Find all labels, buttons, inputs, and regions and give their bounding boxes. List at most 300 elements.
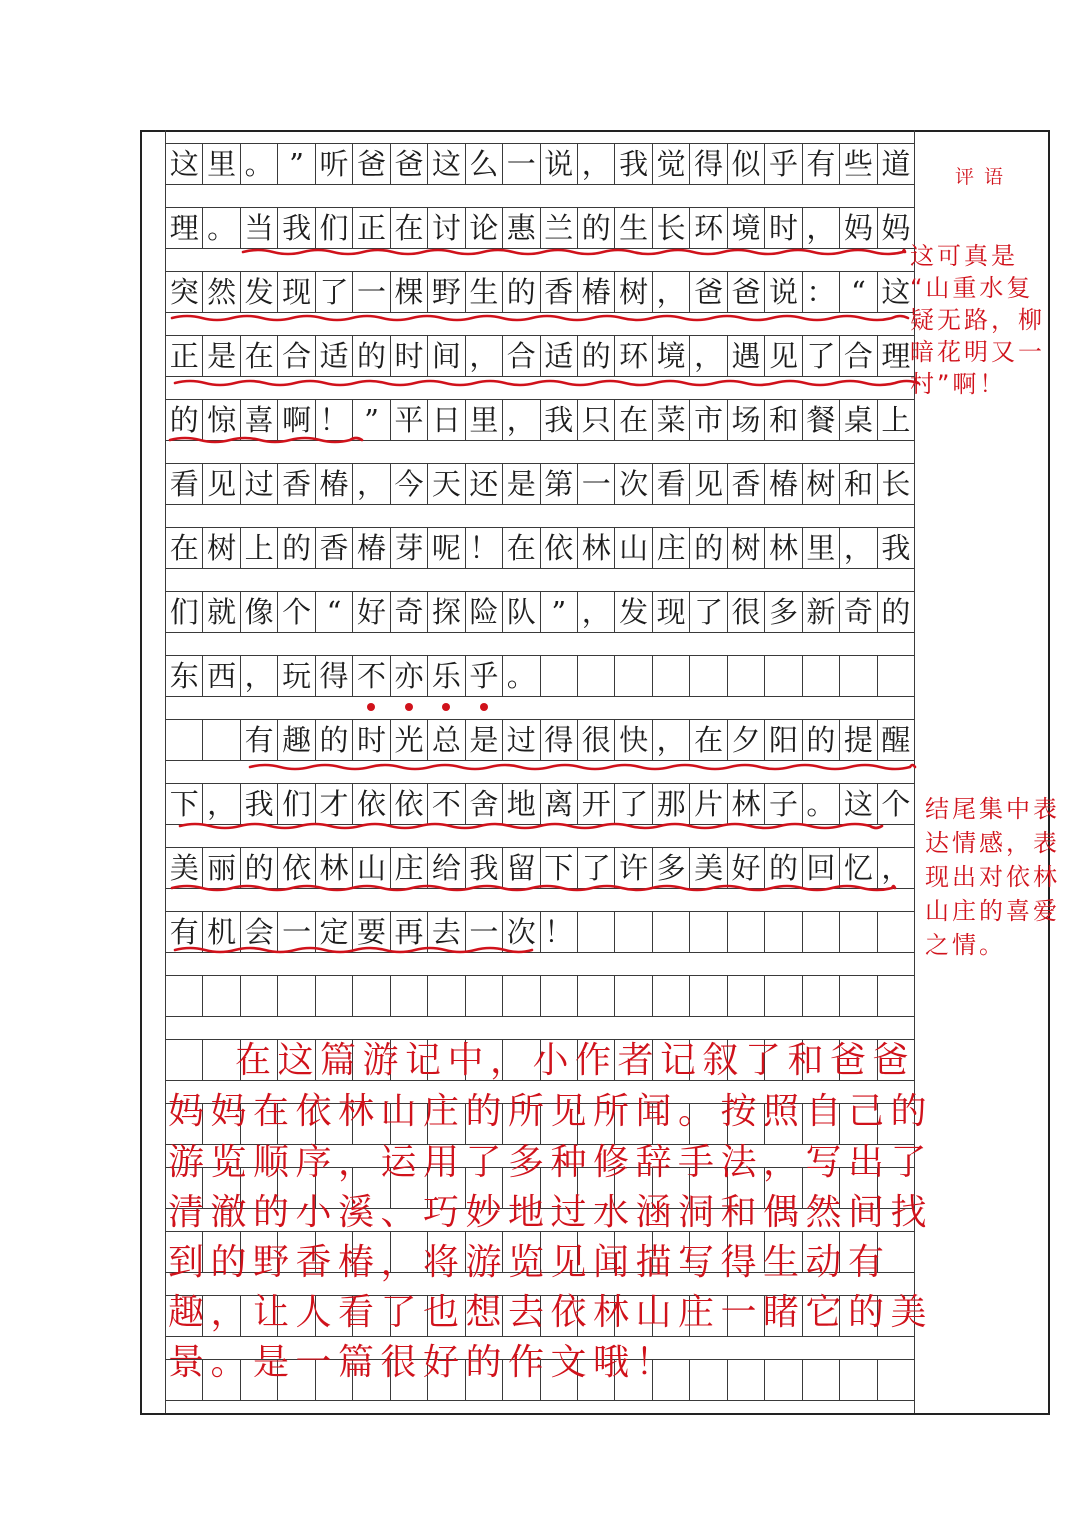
grid-cell (391, 1232, 428, 1272)
grid-cell: 的 (241, 848, 278, 888)
grid-cell: 的 (316, 720, 353, 760)
grid-cell (541, 1104, 578, 1144)
grid-cell (203, 1104, 240, 1144)
grid-cell: 山 (615, 528, 652, 568)
grid-cell (466, 1360, 503, 1400)
grid-cell: 天 (428, 464, 465, 504)
grid-cell: 还 (466, 464, 503, 504)
summary-comment-line: 到的野香椿，将游览见闻描写得生动有 (168, 1242, 891, 1283)
grid-cell (840, 1040, 877, 1080)
grid-cell: 像 (241, 592, 278, 632)
grid-cell (391, 1360, 428, 1400)
grid-cell (466, 1232, 503, 1272)
grid-cell: 发 (615, 592, 652, 632)
grid-cell: 舍 (466, 784, 503, 824)
grid-cell: ， (840, 528, 877, 568)
grid-cell (653, 1040, 690, 1080)
grid-cell (541, 1296, 578, 1336)
grid-cell (578, 912, 615, 952)
grid-cell: 下 (166, 784, 203, 824)
grid-cell: 爸 (728, 272, 765, 312)
grid-cell: 惠 (503, 208, 540, 248)
grid-cell: 场 (728, 400, 765, 440)
grid-cell: 们 (166, 592, 203, 632)
grid-cell (391, 1040, 428, 1080)
grid-cell: 的 (765, 848, 802, 888)
grid-cell: 爸 (690, 272, 727, 312)
grid-cell: 呢 (428, 528, 465, 568)
grid-cell: 合 (278, 336, 315, 376)
grid-cell: 在 (391, 208, 428, 248)
grid-cell: 理 (166, 208, 203, 248)
grid-cell (653, 656, 690, 696)
grid-cell (316, 976, 353, 1016)
grid-cell: 看 (166, 464, 203, 504)
grid-cell: 环 (615, 336, 652, 376)
grid-cell: 遇 (728, 336, 765, 376)
grid-row (166, 1103, 914, 1145)
grid-cell (353, 1104, 390, 1144)
grid-cell: 们 (316, 208, 353, 248)
grid-cell (241, 1040, 278, 1080)
grid-cell (428, 1168, 465, 1208)
summary-comment-line: 清澈的小溪、巧妙地过水涵洞和偶然间找 (168, 1192, 934, 1233)
grid-cell (803, 1168, 840, 1208)
grid-cell: 奇 (840, 592, 877, 632)
grid-cell: 开 (578, 784, 615, 824)
grid-row (166, 975, 914, 1017)
grid-cell (878, 1232, 914, 1272)
grid-cell: 在 (241, 336, 278, 376)
grid-cell (615, 656, 652, 696)
grid-cell: ” (278, 144, 315, 184)
grid-cell: 这 (166, 144, 203, 184)
grid-cell: 说 (765, 272, 802, 312)
grid-cell: 椿 (353, 528, 390, 568)
grid-cell: 乎 (466, 656, 503, 696)
grid-cell (503, 1232, 540, 1272)
grid-cell: 地 (503, 784, 540, 824)
grid-cell: 讨 (428, 208, 465, 248)
grid-cell (278, 1296, 315, 1336)
grid-cell (728, 1232, 765, 1272)
grid-cell (353, 1232, 390, 1272)
grid-cell: 说 (541, 144, 578, 184)
grid-cell: 觉 (653, 144, 690, 184)
grid-cell: 爸 (391, 144, 428, 184)
grid-cell: 似 (728, 144, 765, 184)
grid-cell (803, 1232, 840, 1272)
grid-cell (728, 1040, 765, 1080)
grid-cell: 得 (541, 720, 578, 760)
grid-cell (316, 1232, 353, 1272)
grid-row (166, 783, 914, 825)
grid-cell: 在 (690, 720, 727, 760)
grid-cell: 些 (840, 144, 877, 184)
grid-cell (878, 1168, 914, 1208)
grid-cell (316, 1040, 353, 1080)
grid-cell: 依 (278, 848, 315, 888)
grid-cell: 个 (881, 787, 911, 821)
grid-cell (653, 1296, 690, 1336)
summary-comment-line: 趣，让人看了也想去依林山庄一睹它的美 (168, 1292, 934, 1333)
grid-cell: 长 (653, 208, 690, 248)
grid-cell: 菜 (653, 400, 690, 440)
grid-cell: 和 (840, 464, 877, 504)
grid-cell (316, 1360, 353, 1400)
grid-cell: ， (578, 144, 615, 184)
grid-cell: 香 (541, 272, 578, 312)
grid-cell: 时 (353, 720, 390, 760)
grid-cell: 光 (391, 720, 428, 760)
grid-cell: 山 (353, 848, 390, 888)
grid-cell (466, 1104, 503, 1144)
grid-cell (503, 1040, 540, 1080)
grid-cell (615, 1104, 652, 1144)
grid-cell: 我 (241, 784, 278, 824)
grid-cell (653, 976, 690, 1016)
grid-cell: 得 (316, 656, 353, 696)
grid-cell: 了 (690, 592, 727, 632)
grid-cell: 西 (203, 656, 240, 696)
grid-cell: 的 (353, 336, 390, 376)
grid-cell: 探 (428, 592, 465, 632)
grid-cell: 我 (615, 144, 652, 184)
grid-cell: 阳 (765, 720, 802, 760)
grid-cell: 树 (615, 272, 652, 312)
grid-cell: 桌 (840, 400, 877, 440)
grid-cell (203, 1360, 240, 1400)
summary-comment-line: 在这篇游记中，小作者记叙了和爸爸 (235, 1040, 916, 1081)
grid-cell: 我 (466, 848, 503, 888)
grid-cell: 玩 (278, 656, 315, 696)
grid-cell (578, 656, 615, 696)
side-comment-ending (925, 792, 1060, 962)
grid-cell: ： (803, 272, 840, 312)
grid-cell: 适 (316, 336, 353, 376)
grid-cell: 不 (353, 656, 390, 696)
grid-row (166, 1039, 914, 1081)
grid-cell: 我 (881, 531, 911, 565)
grid-cell (241, 1232, 278, 1272)
grid-cell: 这 (840, 784, 877, 824)
grid-cell (653, 912, 690, 952)
grid-cell: 要 (353, 912, 390, 952)
grid-cell: 上 (241, 528, 278, 568)
grid-cell: 椿 (578, 272, 615, 312)
grid-cell: 美 (166, 848, 203, 888)
grid-cell (466, 976, 503, 1016)
grid-cell (690, 1040, 727, 1080)
grid-cell: 境 (653, 336, 690, 376)
grid-cell: 多 (765, 592, 802, 632)
grid-row (166, 847, 914, 889)
grid-cell: 惊 (203, 400, 240, 440)
grid-cell (728, 1168, 765, 1208)
grid-cell (653, 1104, 690, 1144)
grid-cell: 们 (278, 784, 315, 824)
grid-cell: ， (353, 464, 390, 504)
grid-cell (353, 1360, 390, 1400)
grid-cell: 回 (803, 848, 840, 888)
grid-cell: 得 (690, 144, 727, 184)
grid-cell (391, 1296, 428, 1336)
grid-cell (203, 1168, 240, 1208)
grid-cell: 香 (278, 464, 315, 504)
grid-cell: 突 (166, 272, 203, 312)
grid-cell (878, 912, 914, 952)
grid-cell (166, 1360, 203, 1400)
grid-cell: 美 (690, 848, 727, 888)
grid-cell (578, 1168, 615, 1208)
grid-cell (653, 1168, 690, 1208)
grid-cell (615, 912, 652, 952)
grid-row (166, 911, 914, 953)
grid-cell (166, 1232, 203, 1272)
grid-cell (803, 1296, 840, 1336)
grid-cell: 去 (428, 912, 465, 952)
grid-cell (428, 976, 465, 1016)
grid-cell: 日 (428, 400, 465, 440)
grid-cell: 理 (881, 339, 911, 373)
grid-cell: 个 (278, 592, 315, 632)
grid-cell (166, 1040, 203, 1080)
grid-cell (316, 1296, 353, 1336)
grid-cell (840, 1168, 877, 1208)
grid-cell (166, 1104, 203, 1144)
grid-cell: 喜 (241, 400, 278, 440)
grid-cell (690, 1360, 727, 1400)
grid-cell (840, 1296, 877, 1336)
grid-cell: 树 (728, 528, 765, 568)
grid-cell: 市 (690, 400, 727, 440)
grid-cell (615, 1360, 652, 1400)
grid-cell: 再 (391, 912, 428, 952)
grid-cell: 啊 (278, 400, 315, 440)
summary-comment-line: 妈妈在依林山庄的所见所闻。按照自己的 (168, 1091, 934, 1132)
grid-cell: 有 (241, 720, 278, 760)
side-comment-line: 现出对依林 (925, 863, 1060, 891)
grid-cell: 的 (578, 208, 615, 248)
grid-cell (503, 1296, 540, 1336)
side-comment-line: 疑无路，柳 (910, 306, 1045, 334)
grid-cell: 环 (690, 208, 727, 248)
grid-cell: 。 (241, 144, 278, 184)
grid-cell: 现 (278, 272, 315, 312)
grid-cell (878, 656, 914, 696)
grid-cell: 爸 (353, 144, 390, 184)
grid-row (166, 1167, 914, 1209)
grid-cell (278, 1232, 315, 1272)
grid-cell (578, 1296, 615, 1336)
grid-cell (578, 1104, 615, 1144)
grid-cell: ” (353, 400, 390, 440)
grid-cell (765, 1168, 802, 1208)
grid-cell: ！ (316, 400, 353, 440)
grid-cell: 子 (765, 784, 802, 824)
grid-cell: 正 (166, 336, 203, 376)
grid-cell (728, 1104, 765, 1144)
side-comment-line: “山重水复 (910, 274, 1034, 302)
grid-cell: 这 (881, 275, 911, 309)
side-comment-line: 达情感，表 (925, 829, 1060, 857)
grid-cell: 看 (653, 464, 690, 504)
grid-cell: 上 (881, 403, 911, 437)
grid-cell: 乐 (428, 656, 465, 696)
grid-cell: 那 (653, 784, 690, 824)
grid-cell: 丽 (203, 848, 240, 888)
grid-cell: 过 (241, 464, 278, 504)
grid-cell: 留 (503, 848, 540, 888)
grid-cell (503, 1360, 540, 1400)
grid-cell: 有 (166, 912, 203, 952)
grid-cell: 离 (541, 784, 578, 824)
grid-cell: 和 (765, 400, 802, 440)
grid-cell: 正 (353, 208, 390, 248)
grid-cell (728, 912, 765, 952)
grid-cell (391, 1168, 428, 1208)
side-comment-idiom (910, 240, 1045, 400)
grid-cell: 发 (241, 272, 278, 312)
grid-cell: 生 (466, 272, 503, 312)
grid-cell: 。 (203, 208, 240, 248)
grid-cell (578, 1040, 615, 1080)
grid-cell (316, 1168, 353, 1208)
grid-cell: 庄 (391, 848, 428, 888)
grid-cell (391, 1104, 428, 1144)
grid-cell (166, 976, 203, 1016)
grid-cell (803, 976, 840, 1016)
grid-cell (653, 1360, 690, 1400)
grid-cell: 道 (881, 147, 911, 181)
grid-cell: 香 (316, 528, 353, 568)
grid-cell: 提 (840, 720, 877, 760)
grid-cell: 林 (765, 528, 802, 568)
grid-cell: 醒 (881, 723, 911, 757)
grid-cell: 才 (316, 784, 353, 824)
grid-cell (428, 1040, 465, 1080)
grid-cell (203, 1040, 240, 1080)
grid-cell: 趣 (278, 720, 315, 760)
grid-cell: ， (578, 592, 615, 632)
grid-cell (541, 1168, 578, 1208)
grid-row (166, 1295, 914, 1337)
grid-cell (765, 912, 802, 952)
grid-cell: 树 (203, 528, 240, 568)
grid-cell (578, 1360, 615, 1400)
grid-cell (428, 1232, 465, 1272)
grid-cell: 的 (881, 595, 911, 629)
grid-cell: 是 (503, 464, 540, 504)
grid-cell: 野 (428, 272, 465, 312)
grid-cell: 依 (541, 528, 578, 568)
grid-cell: 见 (203, 464, 240, 504)
side-comment-line: 山庄的喜爱 (925, 897, 1060, 925)
grid-cell (466, 1040, 503, 1080)
grid-cell: 了 (803, 336, 840, 376)
grid-cell (803, 1360, 840, 1400)
grid-cell (203, 976, 240, 1016)
grid-cell: 了 (316, 272, 353, 312)
grid-cell (840, 912, 877, 952)
grid-cell: 会 (241, 912, 278, 952)
grid-cell (203, 720, 240, 760)
grid-cell: 棵 (391, 272, 428, 312)
grid-row (166, 719, 914, 761)
grid-cell (578, 976, 615, 1016)
grid-cell: 依 (391, 784, 428, 824)
grid-cell: ， (466, 336, 503, 376)
grid-cell: 总 (428, 720, 465, 760)
grid-cell: 香 (728, 464, 765, 504)
grid-cell (166, 720, 203, 760)
grid-cell: 好 (353, 592, 390, 632)
grid-cell: 下 (541, 848, 578, 888)
grid-row (166, 1231, 914, 1273)
grid-cell: 是 (466, 720, 503, 760)
grid-cell (690, 1296, 727, 1336)
grid-cell: 忆 (840, 848, 877, 888)
grid-row (166, 399, 914, 441)
grid-cell: ， (653, 272, 690, 312)
grid-cell: 的 (278, 528, 315, 568)
grid-cell (241, 976, 278, 1016)
grid-cell: 乎 (765, 144, 802, 184)
grid-cell: ， (203, 784, 240, 824)
grid-cell (765, 656, 802, 696)
grid-cell: 第 (541, 464, 578, 504)
grid-cell: 的 (503, 272, 540, 312)
grid-cell: 这 (428, 144, 465, 184)
grid-cell (840, 1104, 877, 1144)
grid-cell (728, 656, 765, 696)
grid-cell: 我 (541, 400, 578, 440)
grid-cell (803, 912, 840, 952)
grid-cell: 适 (541, 336, 578, 376)
grid-cell: 的 (803, 720, 840, 760)
grid-cell: 林 (728, 784, 765, 824)
grid-cell: 的 (690, 528, 727, 568)
grid-row (166, 271, 914, 313)
grid-cell (503, 976, 540, 1016)
grid-cell (803, 656, 840, 696)
summary-comment-line: 景。是一篇很好的作文哦！ (168, 1342, 679, 1383)
grid-cell: 许 (615, 848, 652, 888)
grid-cell (466, 1296, 503, 1336)
grid-cell (541, 976, 578, 1016)
grid-cell (878, 1296, 914, 1336)
grid-cell: 很 (728, 592, 765, 632)
side-comment-line: 暗花明又一 (910, 338, 1045, 366)
grid-cell (391, 976, 428, 1016)
grid-cell (466, 1168, 503, 1208)
side-comment-line: 这可真是 (910, 242, 1018, 270)
grid-cell: 合 (503, 336, 540, 376)
grid-cell (878, 1040, 914, 1080)
grid-cell (840, 1232, 877, 1272)
grid-cell (203, 1296, 240, 1336)
side-comment-line: 村”啊！ (910, 370, 1007, 398)
grid-cell (578, 1232, 615, 1272)
grid-cell (278, 1360, 315, 1400)
grid-cell: 椿 (316, 464, 353, 504)
grid-cell (428, 1296, 465, 1336)
grid-cell: 。 (803, 784, 840, 824)
grid-cell: 现 (653, 592, 690, 632)
grid-cell (878, 1360, 914, 1400)
grid-cell (353, 976, 390, 1016)
grid-cell: 的 (166, 400, 203, 440)
